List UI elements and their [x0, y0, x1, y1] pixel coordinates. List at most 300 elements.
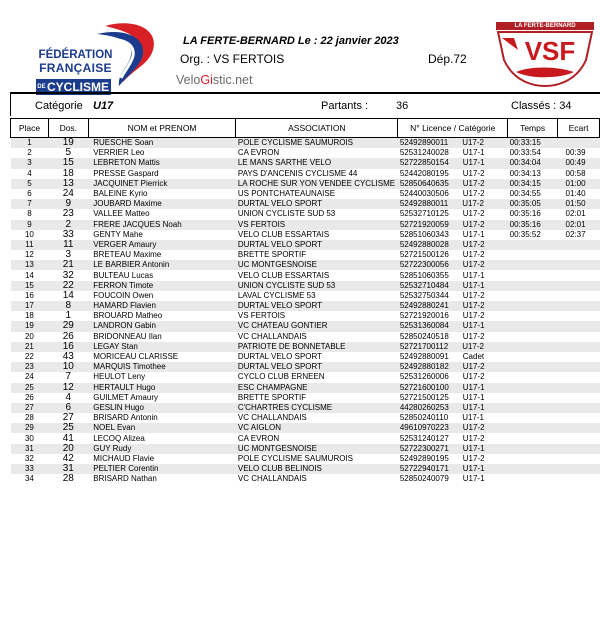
cell-licence — [398, 423, 508, 433]
cell-time — [508, 352, 558, 362]
cell-association: VELO CLUB ESSARTAIS — [237, 229, 330, 239]
department: Dép.72 — [428, 52, 467, 66]
licence-category: U17-1 — [462, 443, 485, 453]
cell-time — [508, 464, 558, 474]
licence-category: U17-2 — [462, 362, 485, 372]
cell-name: HEULOT Leny — [93, 372, 146, 382]
cell-association: UC MONTGESNOISE — [236, 444, 398, 454]
col-header-place: Place — [11, 119, 49, 138]
licence-number: 52442080195 — [399, 168, 449, 178]
cell-place: 12 — [24, 250, 34, 260]
cell-place: 16 — [24, 290, 34, 300]
cell-gap: 00:58 — [565, 168, 586, 178]
licence-category: U17-2 — [462, 341, 484, 351]
table-row — [11, 240, 600, 250]
cell-gap — [558, 423, 600, 433]
cell-gap — [558, 270, 600, 280]
cell-gap — [558, 332, 600, 342]
table-row — [11, 169, 600, 179]
table-row — [11, 209, 600, 219]
cell-dossard: 32 — [62, 270, 74, 281]
cell-licence — [398, 169, 508, 179]
cell-name: BRISARD Nathan — [93, 474, 157, 484]
col-header-ecart: Ecart — [558, 119, 600, 138]
cell-association: CA EVRON — [237, 433, 280, 443]
ffc-de: DE — [37, 84, 46, 91]
table-row — [11, 311, 600, 321]
cell-dossard: 16 — [48, 342, 88, 352]
cell-licence — [398, 260, 508, 270]
cell-licence — [398, 444, 508, 454]
cell-name: PRESSE Gaspard — [93, 168, 159, 178]
cell-gap — [558, 342, 600, 352]
cell-gap: 00:39 — [565, 148, 586, 158]
organizer: Org. : VS FERTOIS — [180, 52, 285, 66]
table-row — [11, 220, 600, 230]
cell-place: 24 — [24, 372, 34, 382]
cell-gap: 01:00 — [558, 179, 600, 189]
cell-association: VC AIGLON — [236, 423, 398, 433]
licence-category: U17-2 — [462, 290, 485, 300]
licence-category: U17-2 — [462, 209, 485, 219]
cell-licence — [398, 454, 508, 464]
cell-gap — [558, 281, 600, 291]
cell-time: 00:34:15 — [508, 179, 558, 189]
cell-name: VALLEE Matteo — [93, 209, 150, 219]
cell-time: 00:35:05 — [508, 199, 558, 209]
licence-number: 52722300271 — [399, 443, 449, 453]
licence-category: U17-2 — [462, 250, 485, 260]
licence-category: U17-2 — [462, 423, 485, 433]
cell-place: 17 — [11, 301, 49, 311]
licence-number: 52850240079 — [399, 474, 449, 484]
licence-number: 52492880011 — [399, 199, 449, 209]
cell-licence — [398, 281, 508, 291]
col-header-temps: Temps — [508, 119, 558, 138]
cell-licence — [398, 250, 508, 260]
licence-category: U17-1 — [462, 382, 485, 392]
licence-category: U17-1 — [462, 158, 485, 168]
cell-dossard: 7 — [65, 372, 72, 383]
cell-place: 15 — [11, 281, 49, 291]
licence-category: U17-2 — [462, 301, 485, 311]
table-row — [11, 301, 600, 311]
cell-place: 4 — [27, 168, 32, 178]
cell-name: RUESCHE Soan — [88, 138, 236, 149]
cell-gap — [558, 321, 600, 331]
licence-category: U17-1 — [462, 474, 485, 484]
licence-category: U17-2 — [462, 311, 485, 321]
cell-dossard: 19 — [48, 138, 88, 149]
licence-category: U17-1 — [462, 392, 485, 402]
table-row — [11, 158, 600, 168]
cell-time: 00:35:52 — [509, 229, 541, 239]
ffc-line-francaise: FRANÇAISE — [39, 61, 112, 75]
cell-dossard: 8 — [48, 301, 88, 311]
cell-dossard: 5 — [65, 148, 72, 159]
cell-name: BROUARD Matheo — [93, 311, 163, 321]
cell-time — [508, 433, 558, 443]
vsf-emblem-icon — [496, 30, 594, 88]
site-name — [176, 73, 252, 87]
cell-association: UC MONTGESNOISE — [236, 260, 398, 270]
cell-association: VC CHATEAU GONTIER — [236, 321, 398, 331]
cell-licence — [398, 393, 508, 403]
cell-time: 00:35:16 — [508, 220, 558, 230]
cell-dossard: 12 — [48, 383, 88, 393]
cell-place: 2 — [27, 148, 32, 158]
cell-name: PELTIER Corentin — [88, 464, 236, 474]
licence-category: U17-1 — [462, 229, 485, 239]
cell-time — [508, 301, 558, 311]
cell-licence — [398, 220, 508, 230]
licence-category: U17-2 — [462, 199, 484, 209]
site-name-part3: stic.net — [212, 73, 253, 87]
cell-name: LEGAY Stan — [88, 342, 236, 352]
ffc-swirl-icon — [93, 20, 163, 88]
licence-number: 52721500125 — [399, 392, 449, 402]
cell-name: BRETEAU Maxime — [93, 250, 162, 260]
cell-place: 30 — [24, 433, 34, 443]
cell-place: 5 — [11, 179, 49, 189]
cell-name: GUILMET Amaury — [93, 392, 158, 402]
table-row — [11, 179, 600, 189]
cell-time — [508, 413, 558, 423]
cell-time: 00:33:15 — [508, 138, 558, 149]
classes-label: Classés : 34 — [511, 100, 572, 112]
licence-category: U17-2 — [462, 138, 484, 148]
cell-gap — [558, 240, 600, 250]
table-row — [11, 230, 600, 240]
table-row — [11, 250, 600, 260]
cell-place: 8 — [27, 209, 32, 219]
cell-dossard: 9 — [48, 199, 88, 209]
cell-licence — [398, 433, 508, 443]
cell-dossard: 6 — [48, 403, 88, 413]
cell-gap — [558, 383, 600, 393]
cell-time — [508, 362, 558, 372]
cell-place: 27 — [11, 403, 49, 413]
cell-association: CYCLO CLUB ERNEEN — [237, 372, 325, 382]
table-row — [11, 138, 600, 149]
cell-licence — [398, 362, 508, 372]
cell-gap — [558, 291, 600, 301]
col-header-nom: NOM et PRENOM — [88, 119, 236, 138]
licence-number: 52721700112 — [399, 341, 449, 351]
cell-licence — [398, 311, 508, 321]
cell-dossard: 29 — [48, 321, 88, 331]
cell-association: DURTAL VELO SPORT — [236, 301, 398, 311]
category-bar — [10, 92, 600, 116]
licence-number: 52531360084 — [399, 321, 449, 331]
cell-gap — [558, 250, 600, 260]
cell-licence — [398, 403, 508, 413]
cell-licence — [398, 230, 508, 240]
site-name-part1: Velo — [176, 73, 201, 87]
licence-number: 52722300056 — [399, 260, 449, 270]
cell-gap — [558, 372, 600, 382]
cell-association: BRETTE SPORTIF — [237, 250, 307, 260]
cell-dossard: 42 — [62, 453, 74, 464]
cell-time — [508, 423, 558, 433]
cell-association: DURTAL VELO SPORT — [236, 240, 398, 250]
licence-category: U17-1 — [462, 321, 485, 331]
licence-category: U17-2 — [462, 189, 485, 199]
cell-dossard: 23 — [62, 209, 74, 220]
licence-number: 52492880091 — [399, 352, 449, 362]
cell-gap — [558, 454, 600, 464]
table-row — [11, 393, 600, 403]
table-row — [11, 444, 600, 454]
cell-gap — [558, 433, 600, 443]
cell-gap — [558, 444, 600, 454]
ffc-line-federation: FÉDÉRATION — [38, 49, 113, 61]
cell-time — [508, 393, 558, 403]
cell-association: POLE CYCLISME SAUMUROIS — [237, 453, 353, 463]
partants-value: 36 — [396, 100, 409, 112]
vsf-logo — [496, 22, 594, 88]
cell-place: 6 — [27, 189, 32, 199]
cell-place: 11 — [11, 240, 49, 250]
cell-dossard: 41 — [62, 433, 74, 444]
cell-association: C'CHARTRES CYCLISME — [236, 403, 398, 413]
results-header — [0, 0, 600, 92]
cell-licence — [398, 209, 508, 219]
cell-dossard: 14 — [62, 290, 74, 301]
cell-time: 00:34:55 — [509, 189, 541, 199]
cell-gap: 02:01 — [558, 220, 600, 230]
cell-time — [508, 372, 558, 382]
licence-number: 44280260253 — [399, 402, 449, 412]
table-row — [11, 423, 600, 433]
cell-time — [508, 311, 558, 321]
cell-dossard: 4 — [65, 392, 72, 403]
cell-licence — [398, 158, 508, 168]
cell-time: 00:33:54 — [509, 148, 541, 158]
cell-dossard: 31 — [48, 464, 88, 474]
cell-gap: 00:49 — [558, 158, 600, 168]
cell-association: PAYS D'ANCENIS CYCLISME 44 — [237, 168, 358, 178]
licence-number: 52722940171 — [399, 464, 449, 474]
cell-time — [508, 383, 558, 393]
cell-gap: 02:01 — [565, 209, 586, 219]
category-label: Catégorie — [35, 100, 83, 112]
cell-time — [508, 291, 558, 301]
cell-name: HAMARD Flavien — [88, 301, 236, 311]
cell-name: LECOQ Alizea — [93, 433, 145, 443]
cell-name: LEBRETON Mattis — [88, 158, 236, 168]
ffc-line-cyclisme: CYCLISME — [47, 80, 110, 94]
cell-name: NOEL Evan — [88, 423, 236, 433]
cell-association: VS FERTOIS — [236, 220, 398, 230]
cell-place: 22 — [24, 352, 34, 362]
cell-name: LE BARBIER Antonin — [88, 260, 236, 270]
table-row — [11, 332, 600, 342]
vsf-banner: LA FERTE-BERNARD — [496, 22, 594, 30]
cell-dossard: 13 — [48, 179, 88, 189]
licence-number: 52721500126 — [399, 250, 449, 260]
table-row — [11, 383, 600, 393]
cell-dossard: 28 — [62, 474, 74, 485]
licence-number: 52532750344 — [399, 290, 449, 300]
cell-licence — [398, 383, 508, 393]
cell-licence — [398, 464, 508, 474]
table-row — [11, 148, 600, 158]
cell-dossard: 24 — [62, 188, 74, 200]
cell-licence — [398, 148, 508, 158]
licence-category: U17-2 — [462, 331, 485, 341]
cell-gap — [558, 352, 600, 362]
licence-category: U17-2 — [462, 433, 485, 443]
cell-place: 10 — [24, 229, 34, 239]
cell-gap — [558, 413, 600, 423]
licence-number: 52850640635 — [399, 178, 449, 188]
cell-dossard: 33 — [62, 229, 74, 240]
table-row — [11, 270, 600, 280]
cell-dossard: 27 — [62, 413, 74, 424]
cell-name: FRERE JACQUES Noah — [88, 220, 236, 230]
cell-name: FOUCOIN Owen — [93, 290, 154, 300]
cell-place: 14 — [24, 270, 34, 280]
table-row — [11, 403, 600, 413]
licence-number: 52850240518 — [399, 331, 449, 341]
cell-time — [508, 250, 558, 260]
cell-place: 31 — [11, 444, 49, 454]
licence-number: 52851060343 — [399, 229, 449, 239]
cell-dossard: 15 — [48, 158, 88, 168]
cell-time — [508, 240, 558, 250]
cell-association: UNION CYCLISTE SUD 53 — [236, 281, 398, 291]
licence-category: U17-1 — [462, 402, 485, 412]
cell-association: UNION CYCLISTE SUD 53 — [237, 209, 336, 219]
cell-place: 23 — [11, 362, 49, 372]
table-row — [11, 260, 600, 270]
licence-category: U17-1 — [462, 148, 485, 158]
cell-place: 32 — [24, 453, 34, 463]
licence-number: 49610970223 — [399, 423, 449, 433]
licence-number: 52492890011 — [399, 138, 449, 148]
cell-name: LANDRON Gabin — [88, 321, 236, 331]
cell-gap: 01:50 — [558, 199, 600, 209]
cell-place: 33 — [11, 464, 49, 474]
cell-time — [508, 332, 558, 342]
licence-number: 52851060355 — [399, 270, 449, 280]
licence-category: Cadet — [462, 352, 485, 362]
cell-licence — [398, 291, 508, 301]
cell-gap: 01:40 — [565, 189, 586, 199]
cell-place: 9 — [11, 220, 49, 230]
cell-association: US PONTCHATEAUNAISE — [237, 189, 336, 199]
cell-name: BALEINE Kyrio — [93, 189, 148, 199]
cell-dossard: 43 — [62, 351, 74, 363]
cell-licence — [398, 301, 508, 311]
cell-association: VC CHALLANDAIS — [237, 474, 307, 484]
cell-place: 26 — [24, 392, 34, 402]
category-value: U17 — [93, 100, 114, 112]
licence-category: U17-1 — [462, 280, 485, 290]
cell-licence — [398, 474, 508, 484]
cell-name: GENTY Mahe — [93, 229, 143, 239]
table-row — [11, 464, 600, 474]
table-row — [11, 281, 600, 291]
table-row — [11, 474, 600, 484]
cell-licence — [398, 179, 508, 189]
table-row — [11, 321, 600, 331]
table-row — [11, 189, 600, 199]
cell-licence — [398, 189, 508, 199]
cell-gap — [558, 311, 600, 321]
cell-licence — [398, 332, 508, 342]
cell-place: 3 — [11, 158, 49, 168]
cell-name: GESLIN Hugo — [88, 403, 236, 413]
table-row — [11, 291, 600, 301]
cell-gap — [558, 393, 600, 403]
cell-place: 21 — [11, 342, 49, 352]
cell-gap — [558, 403, 600, 413]
cell-licence — [398, 342, 508, 352]
cell-name: VERGER Amaury — [88, 240, 236, 250]
licence-number: 52721600100 — [399, 382, 449, 392]
cell-association: VELO CLUB ESSARTAIS — [237, 270, 330, 280]
licence-category: U17-2 — [462, 219, 485, 229]
cell-place: 19 — [11, 321, 49, 331]
cell-dossard: 26 — [62, 331, 74, 342]
cell-name: MICHAUD Flavie — [93, 453, 155, 463]
cell-association: LA ROCHE SUR YON VENDEE CYCLISME — [236, 179, 398, 189]
table-row — [11, 199, 600, 209]
cell-place: 13 — [11, 260, 49, 270]
table-row — [11, 372, 600, 382]
cell-time — [508, 270, 558, 280]
partants-label: Partants : — [321, 100, 369, 112]
cell-association: DURTAL VELO SPORT — [236, 362, 398, 372]
cell-licence — [398, 138, 508, 149]
table-row — [11, 413, 600, 423]
cell-association: VC CHALLANDAIS — [237, 331, 307, 341]
licence-number: 52440030506 — [399, 189, 449, 199]
licence-category: U17-2 — [462, 372, 485, 382]
cell-time: 00:34:13 — [509, 168, 541, 178]
licence-category: U17-1 — [462, 413, 484, 423]
site-name-part2: Gi — [200, 73, 213, 87]
cell-place: 1 — [11, 138, 49, 149]
cell-association: BRETTE SPORTIF — [237, 392, 307, 402]
cell-licence — [398, 240, 508, 250]
cell-association: ESC CHAMPAGNE — [236, 383, 398, 393]
table-row — [11, 342, 600, 352]
cell-gap — [558, 362, 600, 372]
licence-number: 52492880241 — [399, 301, 449, 311]
cell-association: DURTAL VELO SPORT — [237, 352, 323, 362]
cell-name: HERTAULT Hugo — [88, 383, 236, 393]
cell-association: LAVAL CYCLISME 53 — [237, 290, 316, 300]
col-header-dos: Dos. — [48, 119, 88, 138]
cell-name: JACQUINET Pierrick — [88, 179, 236, 189]
cell-gap: 02:37 — [565, 229, 586, 239]
cell-licence — [398, 321, 508, 331]
licence-category: U17-2 — [462, 239, 485, 249]
cell-gap — [558, 138, 600, 149]
licence-category: U17-2 — [462, 453, 485, 463]
cell-time — [508, 321, 558, 331]
cell-place: 34 — [24, 474, 34, 484]
licence-number: 52492880182 — [399, 362, 449, 372]
licence-number: 52850240110 — [399, 413, 449, 423]
cell-name: GUY Rudy — [88, 444, 236, 454]
licence-number: 52721920059 — [399, 219, 449, 229]
cell-dossard: 11 — [48, 240, 88, 250]
licence-number: 52532710484 — [399, 280, 449, 290]
